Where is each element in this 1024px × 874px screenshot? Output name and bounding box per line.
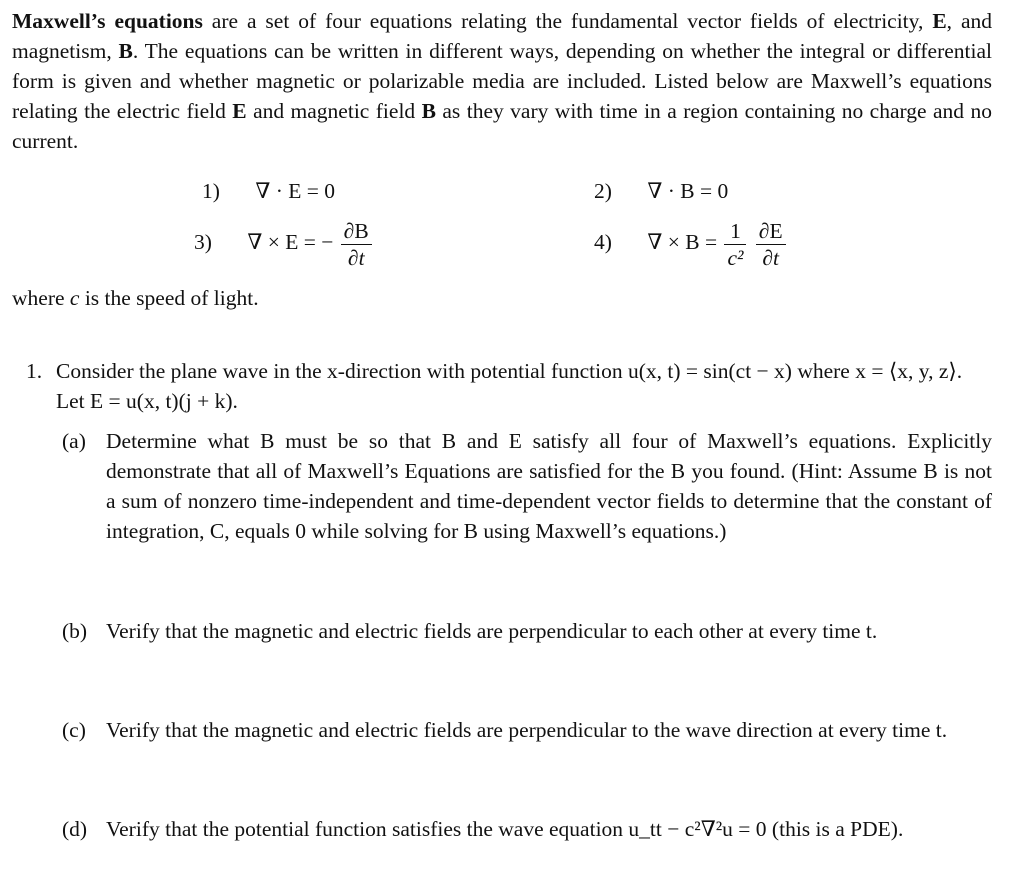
equation-4-number: 4) bbox=[594, 230, 612, 255]
equation-2-number: 2) bbox=[594, 179, 612, 203]
equation-3 bbox=[194, 218, 374, 271]
equation-4-fraction-2 bbox=[756, 218, 786, 271]
equation-3-number: 3) bbox=[194, 230, 212, 255]
equation-4-lhs: ∇ × B = bbox=[647, 230, 718, 255]
part-b bbox=[62, 616, 992, 646]
intro-lead: Maxwell’s equations bbox=[12, 9, 203, 33]
equation-1-number: 1) bbox=[202, 179, 220, 203]
equation-2 bbox=[594, 176, 728, 206]
part-d-label: (d) bbox=[62, 817, 88, 841]
equation-3-numerator: ∂B bbox=[341, 218, 372, 245]
intro-text-2: , and magnetism, bbox=[12, 9, 992, 63]
electric-field-symbol: E bbox=[932, 9, 947, 33]
magnetic-field-symbol: B bbox=[118, 39, 133, 63]
equation-4-denominator-1: c² bbox=[727, 246, 744, 270]
equation-4-denominator-2: ∂t bbox=[762, 246, 780, 270]
document bbox=[12, 6, 992, 841]
part-a-label: (a) bbox=[62, 429, 86, 453]
part-a-text: Determine what B must be so that B and E satisfy all four of Maxwell’s equations. Explicitly demonstrate that all of Maxwell’s Equations are satisfied for the B you found. (Hint: Assume B is not a sum of nonzero time-independent and time-dependent vector fields to determine that the constant of integration, C, equals 0 while solving for B using Maxwell’s equations.) bbox=[106, 429, 992, 543]
intro-text-5: as they vary with time in a region containing no charge and no current. bbox=[12, 99, 992, 153]
equation-4-numerator-1: 1 bbox=[724, 218, 746, 245]
part-c-text: Verify that the magnetic and electric fields are perpendicular to the wave direction at every time t. bbox=[106, 718, 948, 742]
problem-1 bbox=[26, 356, 992, 416]
problem-statement: Consider the plane wave in the x-direction with potential function u(x, t) = sin(ct − x) where x = ⟨x, y, z⟩. Let E = u(x, t)(j + k). bbox=[56, 359, 963, 413]
intro-paragraph bbox=[12, 6, 992, 156]
part-c-label: (c) bbox=[62, 718, 86, 742]
magnetic-field-symbol-2: B bbox=[421, 99, 436, 123]
equation-4-fraction-1 bbox=[724, 218, 746, 271]
part-b-label: (b) bbox=[62, 619, 88, 643]
part-d-text: Verify that the potential function satisfies the wave equation u_tt − c²∇²u = 0 (this is a PDE). bbox=[106, 817, 904, 841]
part-c bbox=[62, 715, 992, 745]
part-b-text: Verify that the magnetic and electric fields are perpendicular to each other at every time t. bbox=[106, 619, 878, 643]
equation-3-lhs: ∇ × E = − bbox=[247, 230, 334, 255]
equation-1-body: ∇ · E = 0 bbox=[255, 179, 336, 203]
intro-text-1: are a set of four equations relating the fundamental vector fields of electricity, bbox=[202, 9, 933, 33]
equation-1 bbox=[202, 176, 335, 206]
problem-number: 1. bbox=[26, 359, 43, 383]
where-text-2: is the speed of light. bbox=[79, 286, 259, 310]
equation-4-numerator-2: ∂E bbox=[756, 218, 786, 245]
speed-of-light-note bbox=[12, 283, 259, 313]
electric-field-symbol-2: E bbox=[232, 99, 247, 123]
intro-text-3: . The equations can be written in different ways, depending on whether the integral or differential form is given and whether magnetic or polarizable media are included. Listed below are Maxwell’s equations relating the electric field bbox=[12, 39, 992, 123]
where-text-1: where bbox=[12, 286, 70, 310]
part-a bbox=[62, 426, 992, 546]
equation-3-denominator: ∂t bbox=[347, 246, 365, 270]
equation-3-fraction bbox=[341, 218, 372, 271]
part-d bbox=[62, 814, 992, 844]
equation-2-body: ∇ · B = 0 bbox=[647, 179, 729, 203]
intro-text-4: and magnetic field bbox=[246, 99, 422, 123]
speed-of-light-symbol: c bbox=[69, 286, 80, 310]
equation-4 bbox=[594, 218, 788, 271]
